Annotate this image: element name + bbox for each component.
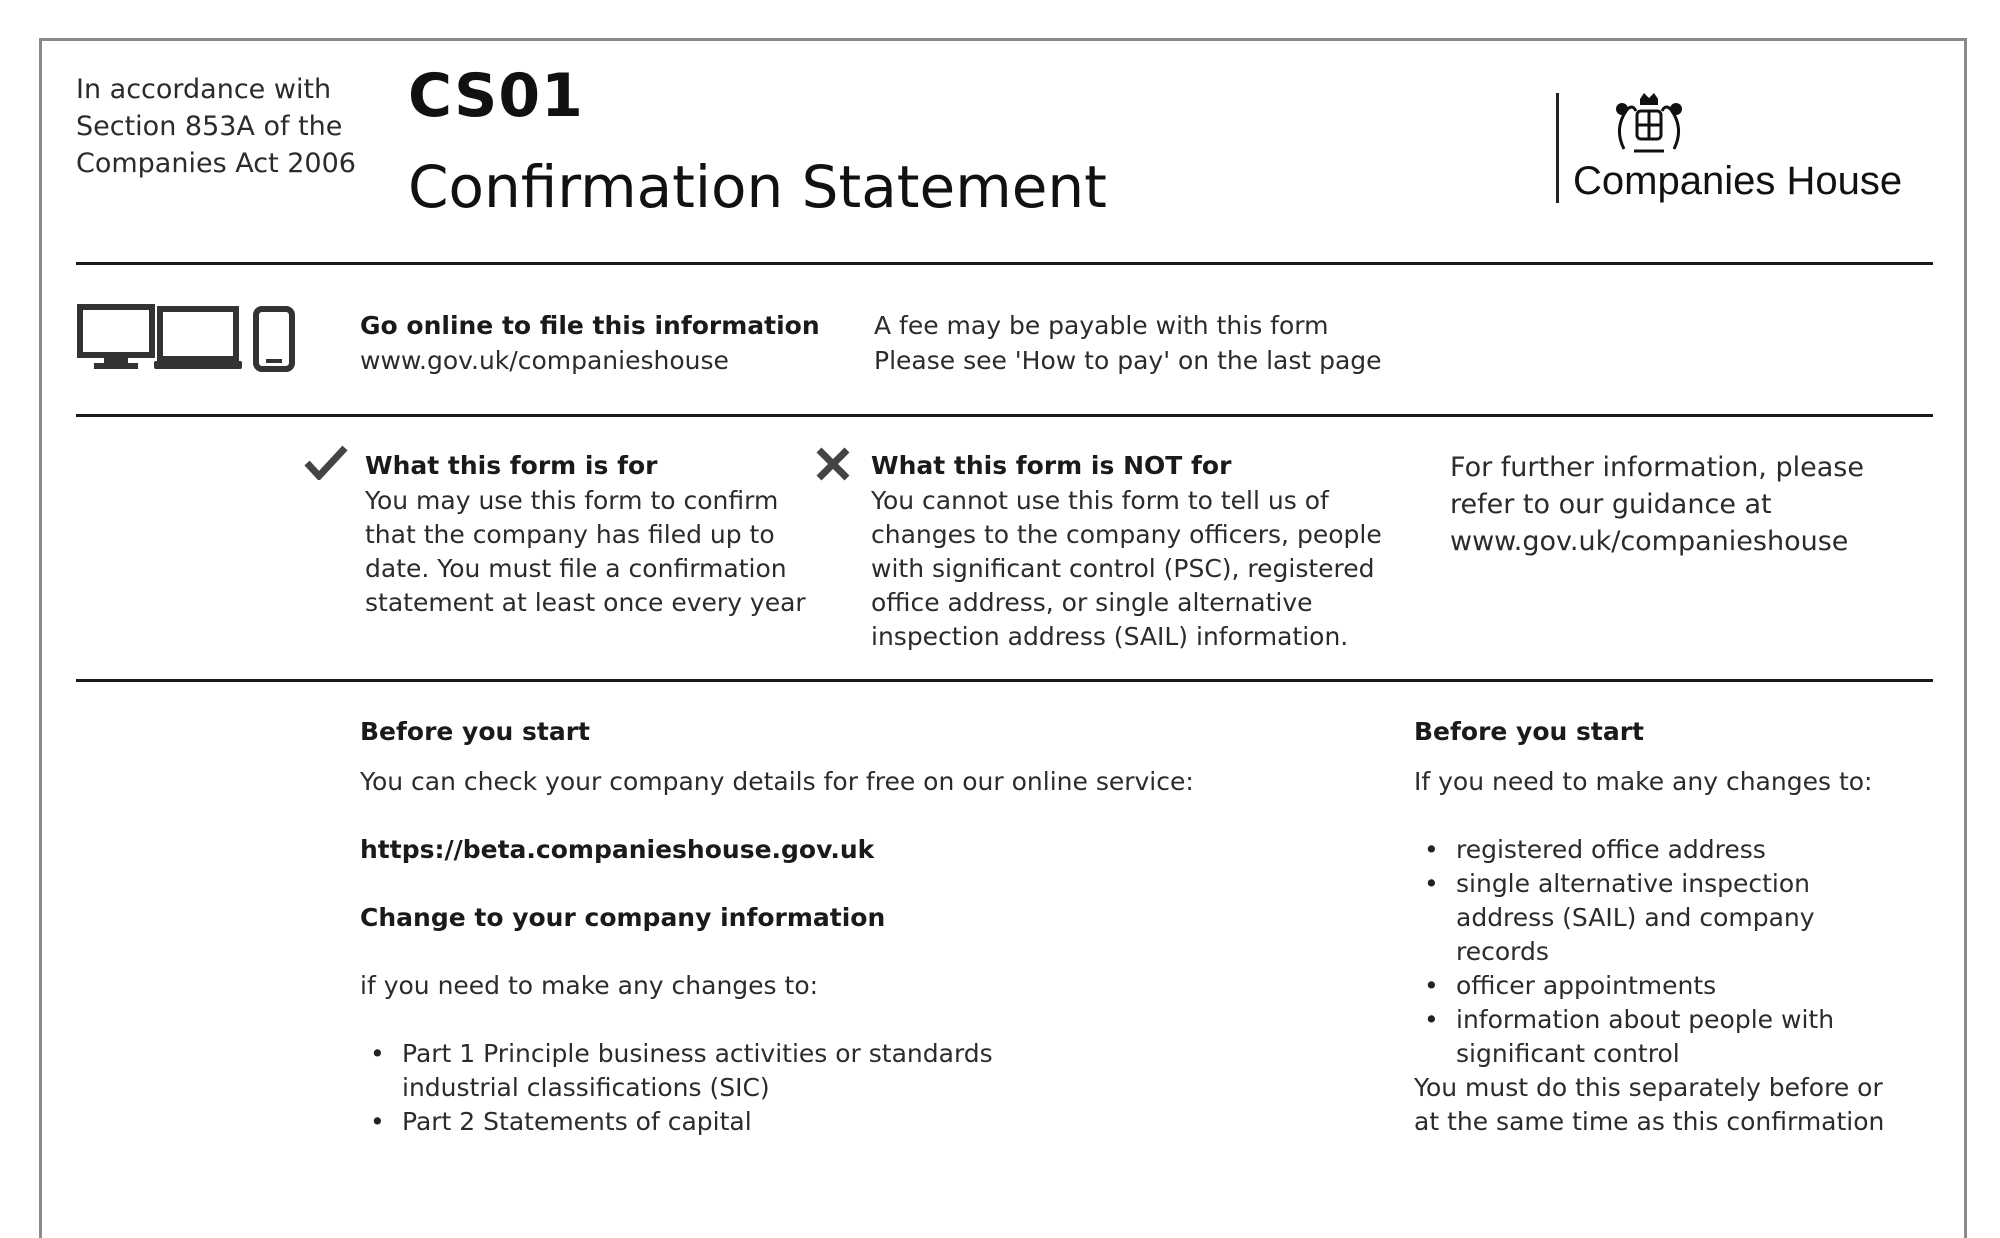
list-item: • officer appointments <box>1414 969 1894 1003</box>
divider-1 <box>76 262 1933 265</box>
cross-icon <box>815 446 851 482</box>
change-info-text: if you need to make any changes to: <box>360 971 819 1000</box>
right-closing-text: You must do this separately before or at the same time as this confirmation <box>1414 1073 1885 1136</box>
form-for-text: You may use this form to confirm that the company has filed up to date. You must file a confirmation statement at least once every year <box>365 486 806 617</box>
form-for-heading: What this form is for <box>365 451 658 480</box>
list-item: • registered office address <box>1414 833 1894 867</box>
further-info: For further information, please refer to our guidance at www.gov.uk/companieshouse <box>1450 452 1864 557</box>
check-details-text: You can check your company details for free on our online service: <box>360 767 1194 796</box>
checkmark-icon <box>304 444 348 480</box>
change-list-right <box>1414 833 1894 1071</box>
divider-3 <box>76 679 1933 682</box>
legal-reference: In accordance with Section 853A of the Companies Act 2006 <box>76 74 356 179</box>
form-title: Confirmation Statement <box>408 153 1107 221</box>
list-item: • information about people with significant control <box>1414 1003 1894 1071</box>
org-name: Companies House <box>1573 159 1903 203</box>
online-heading: Go online to file this information <box>360 311 820 340</box>
form-not-for-text: You cannot use this form to tell us of changes to the company officers, people with significant control (PSC), registered office address, or single alternative inspection address (SAIL) information. <box>871 486 1382 651</box>
list-item: • Part 1 Principle business activities or standards industrial classifications (SIC) <box>360 1037 1100 1105</box>
royal-coat-of-arms-icon <box>1604 89 1694 159</box>
fee-line-2: Please see 'How to pay' on the last page <box>874 346 1382 375</box>
logo-divider <box>1556 93 1559 203</box>
list-item: • single alternative inspection address (SAIL) and company records <box>1414 867 1894 969</box>
change-list-left <box>360 1037 1100 1139</box>
divider-2 <box>76 414 1933 417</box>
form-code: CS01 <box>408 61 584 131</box>
list-item: • Part 2 Statements of capital <box>360 1105 1100 1139</box>
before-start-heading-left: Before you start <box>360 717 591 746</box>
desktop-laptop-phone-icon <box>76 303 296 373</box>
before-start-heading-right: Before you start <box>1414 717 1645 746</box>
form-not-for-heading: What this form is NOT for <box>871 451 1232 480</box>
beta-url-link[interactable]: https://beta.companieshouse.gov.uk <box>360 835 875 864</box>
fee-line-1: A fee may be payable with this form <box>874 311 1329 340</box>
form-page <box>39 38 1967 1238</box>
right-intro-text: If you need to make any changes to: <box>1414 767 1873 796</box>
online-url[interactable]: www.gov.uk/companieshouse <box>360 346 729 375</box>
change-info-heading: Change to your company information <box>360 903 886 932</box>
